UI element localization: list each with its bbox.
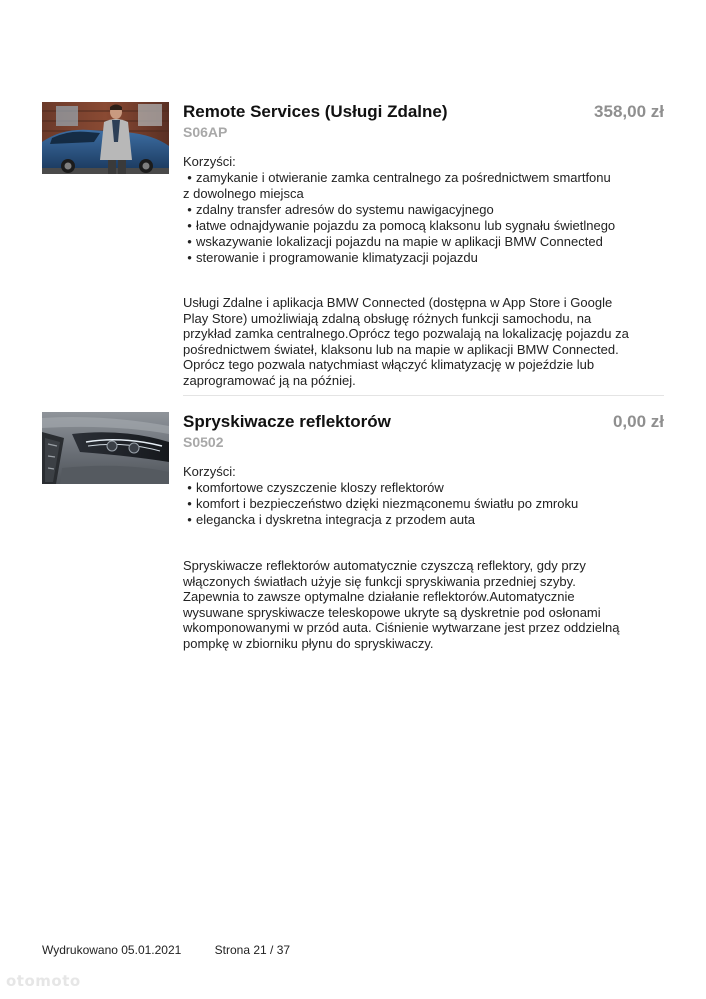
description-line: wkomponowanymi w przód auta. Ciśnienie wytwarzane jest przez oddzielną <box>183 620 620 636</box>
description-line: pośrednictwem świateł, klaksonu lub na mapie w aplikacji BMW Connected. <box>183 341 619 357</box>
description-line: zaprogramować ją na później. <box>183 372 356 388</box>
printed-date: Wydrukowano 05.01.2021 <box>42 943 182 957</box>
benefit-item <box>183 480 664 496</box>
bullet-icon: • <box>187 202 192 217</box>
description-line: Oprócz tego pozwala natychmiast włączyć klimatyzację w pojeździe lub <box>183 357 595 373</box>
bullet-icon: • <box>187 170 192 185</box>
page-footer <box>42 943 290 957</box>
benefit-text: zdalny transfer adresów do systemu nawigacyjnego <box>196 202 494 217</box>
benefit-text: łatwe odnajdywanie pojazdu za pomocą klaksonu lub sygnału świetlnego <box>196 218 616 233</box>
option-title: Remote Services (Usługi Zdalne) <box>183 102 448 121</box>
option-price: 358,00 zł <box>594 102 664 121</box>
option-title: Spryskiwacze reflektorów <box>183 412 391 431</box>
description-line: wysuwane spryskiwacze teleskopowe ukryte są dyskretnie pod osłonami <box>183 604 601 620</box>
description-line: Usługi Zdalne i aplikacja BMW Connected (dostępna w App Store i Google <box>183 295 613 310</box>
description-line: Play Store) umożliwiają zdalną obsługę różnych funkcji samochodu, na <box>183 310 592 326</box>
headlight-washers-image <box>42 412 169 484</box>
benefit-item <box>183 250 664 266</box>
option-description <box>183 295 664 389</box>
bullet-icon: • <box>187 234 192 249</box>
remote-services-image <box>42 102 169 174</box>
benefit-item <box>183 234 664 250</box>
description-line: włączonych światłach użyje się funkcji spryskiwania przedniej szyby. <box>183 573 576 589</box>
benefit-text: komfortowe czyszczenie kloszy reflektorów <box>196 480 444 495</box>
benefit-text: zamykanie i otwieranie zamka centralnego za pośrednictwem smartfonu <box>196 170 611 185</box>
bullet-icon: • <box>187 250 192 265</box>
benefit-item <box>183 218 664 234</box>
description-line: pompkę w zbiorniku płynu do spryskiwaczy. <box>183 635 434 651</box>
bullet-icon: • <box>187 218 192 233</box>
benefits-list <box>183 170 664 266</box>
benefit-text: elegancka i dyskretna integracja z przodem auta <box>196 512 475 527</box>
option-code: S0502 <box>183 434 224 450</box>
benefit-text-continuation: z dowolnego miejsca <box>183 186 304 201</box>
bullet-icon: • <box>187 496 192 511</box>
watermark-logo: otomoto <box>6 972 81 990</box>
page-number: Strona 21 / 37 <box>214 943 291 957</box>
benefit-item <box>183 202 664 218</box>
option-price: 0,00 zł <box>612 412 664 431</box>
bullet-icon: • <box>187 512 192 527</box>
benefits-list <box>183 480 664 528</box>
benefit-item <box>183 170 664 202</box>
benefit-text: wskazywanie lokalizacji pojazdu na mapie w aplikacji BMW Connected <box>196 234 603 249</box>
bullet-icon: • <box>187 480 192 495</box>
remote-services-content <box>183 102 664 389</box>
description-line: Zapewnia to zawsze optymalne działanie reflektorów.Automatycznie <box>183 589 575 605</box>
section-divider <box>183 395 664 396</box>
benefit-text: komfort i bezpieczeństwo dzięki niezmąconemu światłu po zmroku <box>196 496 579 511</box>
option-description <box>183 558 664 652</box>
benefits-label: Korzyści: <box>183 154 236 169</box>
headlight-washers-content <box>183 412 664 652</box>
benefit-text: sterowanie i programowanie klimatyzacji pojazdu <box>196 250 478 265</box>
description-line: Spryskiwacze reflektorów automatycznie czyszczą reflektory, gdy przy <box>183 558 586 573</box>
benefits-label: Korzyści: <box>183 464 236 479</box>
benefit-item <box>183 512 664 528</box>
option-code: S06AP <box>183 124 228 140</box>
benefit-item <box>183 496 664 512</box>
description-line: przykład zamka centralnego.Oprócz tego pozwalają na lokalizację pojazdu za <box>183 326 629 342</box>
